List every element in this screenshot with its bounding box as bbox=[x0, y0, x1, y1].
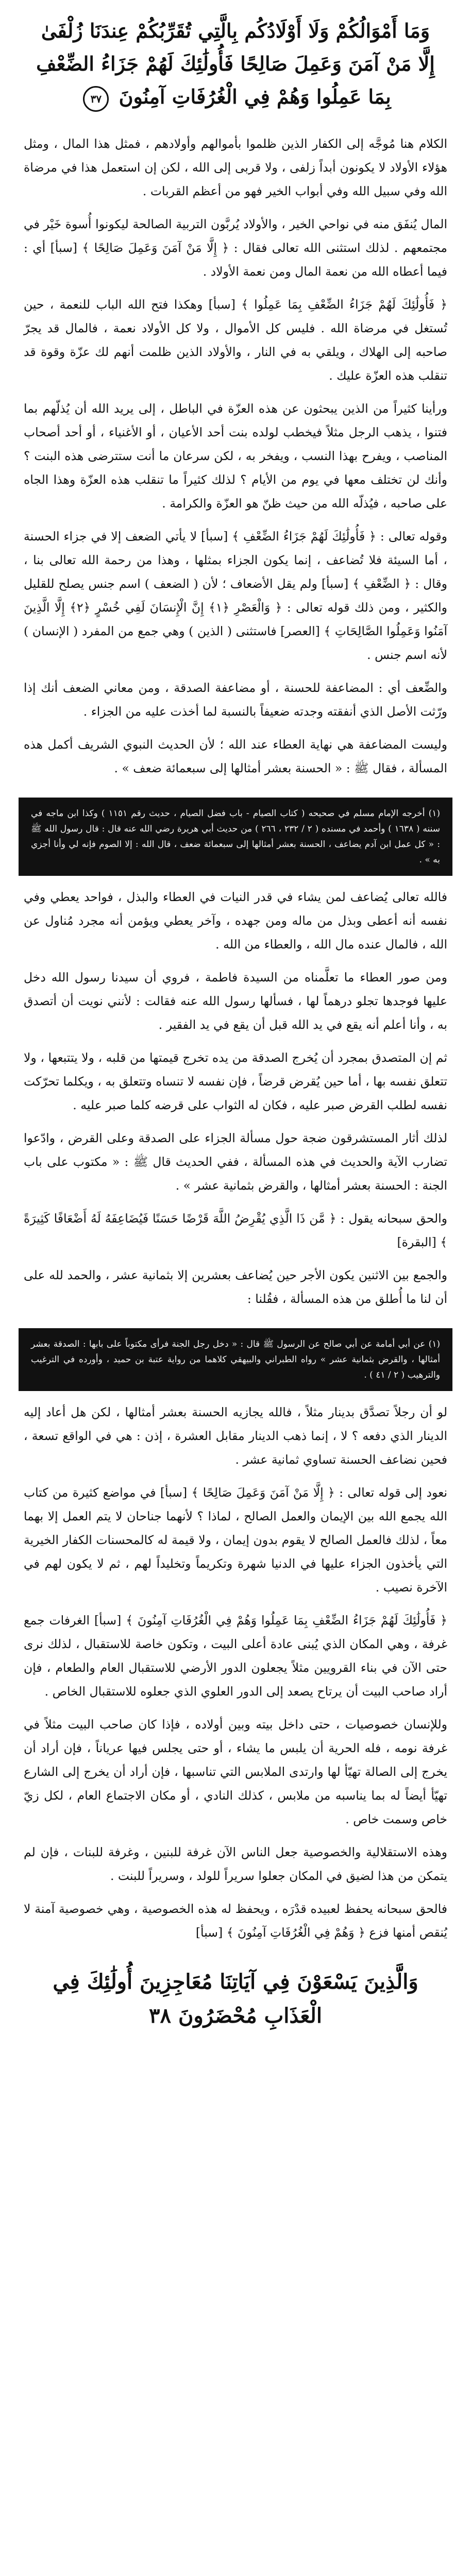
paragraph: ورأينا كثيراً من الذين يبحثون عن هذه العزّة في الباطل ، إلى يريد الله أن يُذلّهم بما فتنوا ، يذهب الرجل مثلاً فيخطب لولده بنت أحد الأعيان ، أو الأغنياء ، أو أحد أصحاب المناصب ، ويفرح بهذا النسب ، ويفخر به ، لكن سرعان ما أنت ستترضى هذه البنت ؟ وأنك لن تختلف معها في يوم من الأيام ؟ لذلك كثيراً ما تنقلب هذه العزّة وهذا الجاه على صاحبه ، فيُذلّه الله من حيث ظنّ هو العزّة والكرامة . bbox=[24, 401, 447, 511]
paragraph: وللإنسان خصوصيات ، حتى داخل بيته وبين أولاده ، فإذا كان صاحب البيت مثلاً في غرفة نومه ، فله الحرية أن يلبس ما يشاء ، أو حتى يجلس فيها عرياناً ، فإن أراد أن يخرج إلى الصالة تهيّأ لها وارتدى الملابس التي تناسبها ، فإن أراد أن يخرج إلى الشارع تهيّأ أيضاً له بما يناسبه من ملابس ، كذلك النادي ، أو مكان الاجتماع العام ، لكل زيّ خاص وسمت خاص . bbox=[24, 1717, 447, 1826]
paragraph: ثم إن المتصدق بمجرد أن يُخرج الصدقة من يده تخرج قيمتها من قلبه ، ولا يتتبعها ، ولا تتعلق نفسه بها ، أما حين يُقرض قرضاً ، فإن نفسه لا تنساه وتتعلق به ، ويكلما تحرّكت نفسه لطلب القرض صبر عليه ، فكان له الثواب على قرضه كلما صبر عليه . bbox=[24, 1050, 447, 1112]
paragraph: فالله تعالى يُضاعف لمن يشاء في قدر النيات في العطاء والبذل ، فواحد يعطي وفي نفسه أنه أعطى وبذل من ماله ومن جهده ، وآخر يعطي ويؤمن أنه مجرد مُناول عن الله ، فالمال عنده مال الله ، والعطاء من الله . bbox=[24, 890, 447, 952]
footnote-box: (١) عن أبي أمامة عن أبي صالح عن الرسول ﷺ قال : « دخل رجل الجنة فرأى مكتوباً على بابها : الصدقة بعشر أمثالها ، والقرض بثمانية عشر » رواه الطبراني والبيهقي كلاهما من رواية عتبة بن حميد ، وأورده في الترغيب والترهيب ( ٢ / ٤١ ) . bbox=[19, 1328, 452, 1391]
paragraph: وقوله تعالى : ﴿ فَأُولَٰئِكَ لَهُمْ جَزَاءُ الضِّعْفِ ﴾ [سبأ] لا يأتي الضعف إلا في جزاء الحسنة ، أما السيئة فلا تُضاعف ، إنما يكون الجزاء بمثلها ، وهذا من رحمة الله تعالى بنا ، وقال : ﴿ الضِّعْفِ ﴾ [سبأ] ولم يقل الأضعاف ؛ لأن ( الضعف ) اسم جنس يصلح للقليل والكثير ، ومن ذلك قوله تعالى : ﴿ وَالْعَصْرِ ﴿١﴾ إِنَّ الْإِنسَانَ لَفِي خُسْرٍ ﴿٢﴾ إِلَّا الَّذِينَ آمَنُوا وَعَمِلُوا الصَّالِحَاتِ ﴾ [العصر] فاستثنى ( الذين ) وهي جمع من المفرد ( الإنسان ) لأنه اسم جنس . bbox=[24, 529, 447, 662]
paragraph: لذلك أثار المستشرقون ضجة حول مسألة الجزاء على الصدقة وعلى القرض ، وادّعوا تضارب الآية والحديث في هذه المسألة ، ففي الحديث قال ﷺ : « مكتوب على باب الجنة : الحسنة بعشر أمثالها ، والقرض بثمانية عشر » . bbox=[24, 1131, 447, 1193]
paragraph: ﴿ فَأُولَٰئِكَ لَهُمْ جَزَاءُ الضِّعْفِ بِمَا عَمِلُوا وَهُمْ فِي الْغُرُفَاتِ آمِنُونَ ﴾ [سبأ] الغرفات جمع غرفة ، وهي المكان الذي يُبنى عادة أعلى البيت ، وتكون خاصة للاستقبال ، لذلك نرى حتى الآن في بناء القرويين مثلاً يجعلون الدور الأرضي للاستقبال العام والطعام ، فإن أراد صاحب البيت أن يرتاح يصعد إلى الدور العلوي الذي جعلوه للاستقبال الخاص . bbox=[24, 1613, 447, 1699]
paragraph: والضِّعف أي : المضاعفة للحسنة ، أو مضاعفة الصدقة ، ومن معاني الضعف أنك إذا ورّثت الأصل الذي أنفقته وجدته ضعيفاً بالنسبة لما أخذت عليه من الجزاء . bbox=[24, 681, 447, 719]
paragraph: ومن صور العطاء ما تعلَّمناه من السيدة فاطمة ، فروي أن سيدنا رسول الله دخل عليها فوجدها تجلو درهماً لها ، فسألها رسول الله عنه فقالت : لأنني نويت أن أتصدق به ، وأنا أعلم أنه يقع في يد الله قبل أن يقع في يد الفقير . bbox=[24, 970, 447, 1032]
paragraph: الكلام هنا مُوجَّه إلى الكفار الذين ظلموا بأموالهم وأولادهم ، فمثل هذا المال ، ومثل هؤلاء الأولاد لا يكونون أبداً زلفى ، ولا قربى إلى الله ، لكن إن استعمل هذا في مرضاة الله وفي سبيل الله وفي أبواب الخير فهو من أعظم القربات . bbox=[24, 137, 447, 198]
paragraph: فالحق سبحانه يحفظ لعبيده قدْرَه ، ويحفظ له هذه الخصوصية ، وهي خصوصية آمنة لا يُنقص أمنها فزع ﴿ وَهُمْ فِي الْغُرُفَاتِ آمِنُونَ ﴾ [سبأ] bbox=[24, 1902, 447, 1940]
verse-text: وَمَا أَمْوَالُكُمْ وَلَا أَوْلَادُكُم بِالَّتِي تُقَرِّبُكُمْ عِندَنَا زُلْفَىٰ إِلَّا مَنْ آمَنَ وَعَمِلَ صَالِحًا فَأُولَٰئِكَ لَهُمْ جَزَاءُ الضِّعْفِ بِمَا عَمِلُوا وَهُمْ فِي الْغُرُفَاتِ آمِنُونَ bbox=[36, 19, 435, 108]
paragraph: وهذه الاستقلالية والخصوصية جعل الناس الآن غرفة للبنين ، وغرفة للبنات ، فإن لم يتمكن من هذا لضيق في المكان جعلوا سريراً للولد ، وسريراً للبنت . bbox=[24, 1845, 447, 1883]
paragraph: المال يُنفَق منه في نواحي الخير ، والأولاد يُربَّون التربية الصالحة ليكونوا أُسوة خَيْر في مجتمعهم . لذلك استثنى الله تعالى فقال : ﴿ إِلَّا مَنْ آمَنَ وَعَمِلَ صَالِحًا ﴾ [سبأ] أي : فيما أعطاه الله من نعمة المال ومن نعمة الأولاد . bbox=[24, 217, 447, 279]
paragraph: والحق سبحانه يقول : ﴿ مَّن ذَا الَّذِي يُقْرِضُ اللَّهَ قَرْضًا حَسَنًا فَيُضَاعِفَهُ لَهُ أَضْعَافًا كَثِيرَةً ﴾ [البقرة] bbox=[24, 1211, 447, 1249]
paragraph: نعود إلى قوله تعالى : ﴿ إِلَّا مَنْ آمَنَ وَعَمِلَ صَالِحًا ﴾ [سبأ] في مواضع كثيرة من كتاب الله يجمع الله بين الإيمان والعمل الصالح ، لماذا ؟ لأنهما جناحان لا يتم العمل إلا بهما معاً ، لذلك فالعمل الصالح لا يقوم بدون إيمان ، ولا قيمة له كالمحسنات الكفار الخيرية التي يأخذون الجزاء عليها في الدنيا شهرة وتكريماً وتخليداً لهم ، ثم لا يكون لهم في الآخرة نصيب . bbox=[24, 1485, 447, 1595]
verse-footer bbox=[21, 1965, 450, 2033]
paragraph: ﴿ فَأُولَٰئِكَ لَهُمْ جَزَاءُ الضِّعْفِ بِمَا عَمِلُوا ﴾ [سبأ] وهكذا فتح الله الباب للنعمة ، حين تُستغل في مرضاة الله . فليس كل الأموال ، ولا كل الأولاد نعمة ، فالمال قد يجرّ صاحبه إلى الهلاك ، ويلقي به في النار ، والأولاد الذين ظلمت أنهم لك عزّة وقوة قد تنقلب هذه العزّة عليك . bbox=[24, 297, 447, 383]
ayah-number-badge: ٣٧ bbox=[83, 86, 109, 112]
paragraph: والجمع بين الاثنين يكون الأجر حين يُضاعف بعشرين إلا بثمانية عشر ، والحمد لله على أن لنا ما أُطلق من هذه المسألة ، فقُلنا : bbox=[24, 1268, 447, 1306]
verse-header bbox=[21, 5, 450, 123]
footnote-box: (١) أخرجه الإمام مسلم في صحيحه ( كتاب الصيام - باب فضل الصيام ، حديث رقم ١١٥١ ) وكذا ابن ماجه في سننه ( ١٦٣٨ ) وأحمد في مسنده ( ٢ / ٢٣٢ ، ٢٦٦ ) من حديث أبي هريرة رضي الله عنه قال : قال رسول الله ﷺ : « كل عمل ابن آدم يضاعف ، الحسنة بعشر أمثالها إلى سبعمائة ضعف ، قال الله : إلا الصوم فإنه لي وأنا أجزي به » . bbox=[19, 798, 452, 876]
ayah-number-badge: ٣٨ bbox=[149, 2004, 172, 2028]
verse-text: وَالَّذِينَ يَسْعَوْنَ فِي آيَاتِنَا مُعَاجِزِينَ أُولَٰئِكَ فِي الْعَذَابِ مُحْضَرُونَ bbox=[53, 1970, 418, 2028]
page bbox=[0, 5, 471, 2576]
paragraph: لو أن رجلاً تصدَّق بدينار مثلاً ، فالله يجازيه الحسنة بعشر أمثالها ، لكن هل أعاد إليه الدينار الذي دفعه ؟ لا ، إنما ذهب الدينار مقابل العشرة ، إذن : هي في الواقع تسعة ، فحين نضاعف الحسنة تساوي ثمانية عشر . bbox=[24, 1405, 447, 1467]
paragraph: وليست المضاعفة هي نهاية العطاء عند الله ؛ لأن الحديث النبوي الشريف أكمل هذه المسألة ، فقال ﷺ : « الحسنة بعشر أمثالها إلى سبعمائة ضعف » . bbox=[24, 737, 447, 775]
